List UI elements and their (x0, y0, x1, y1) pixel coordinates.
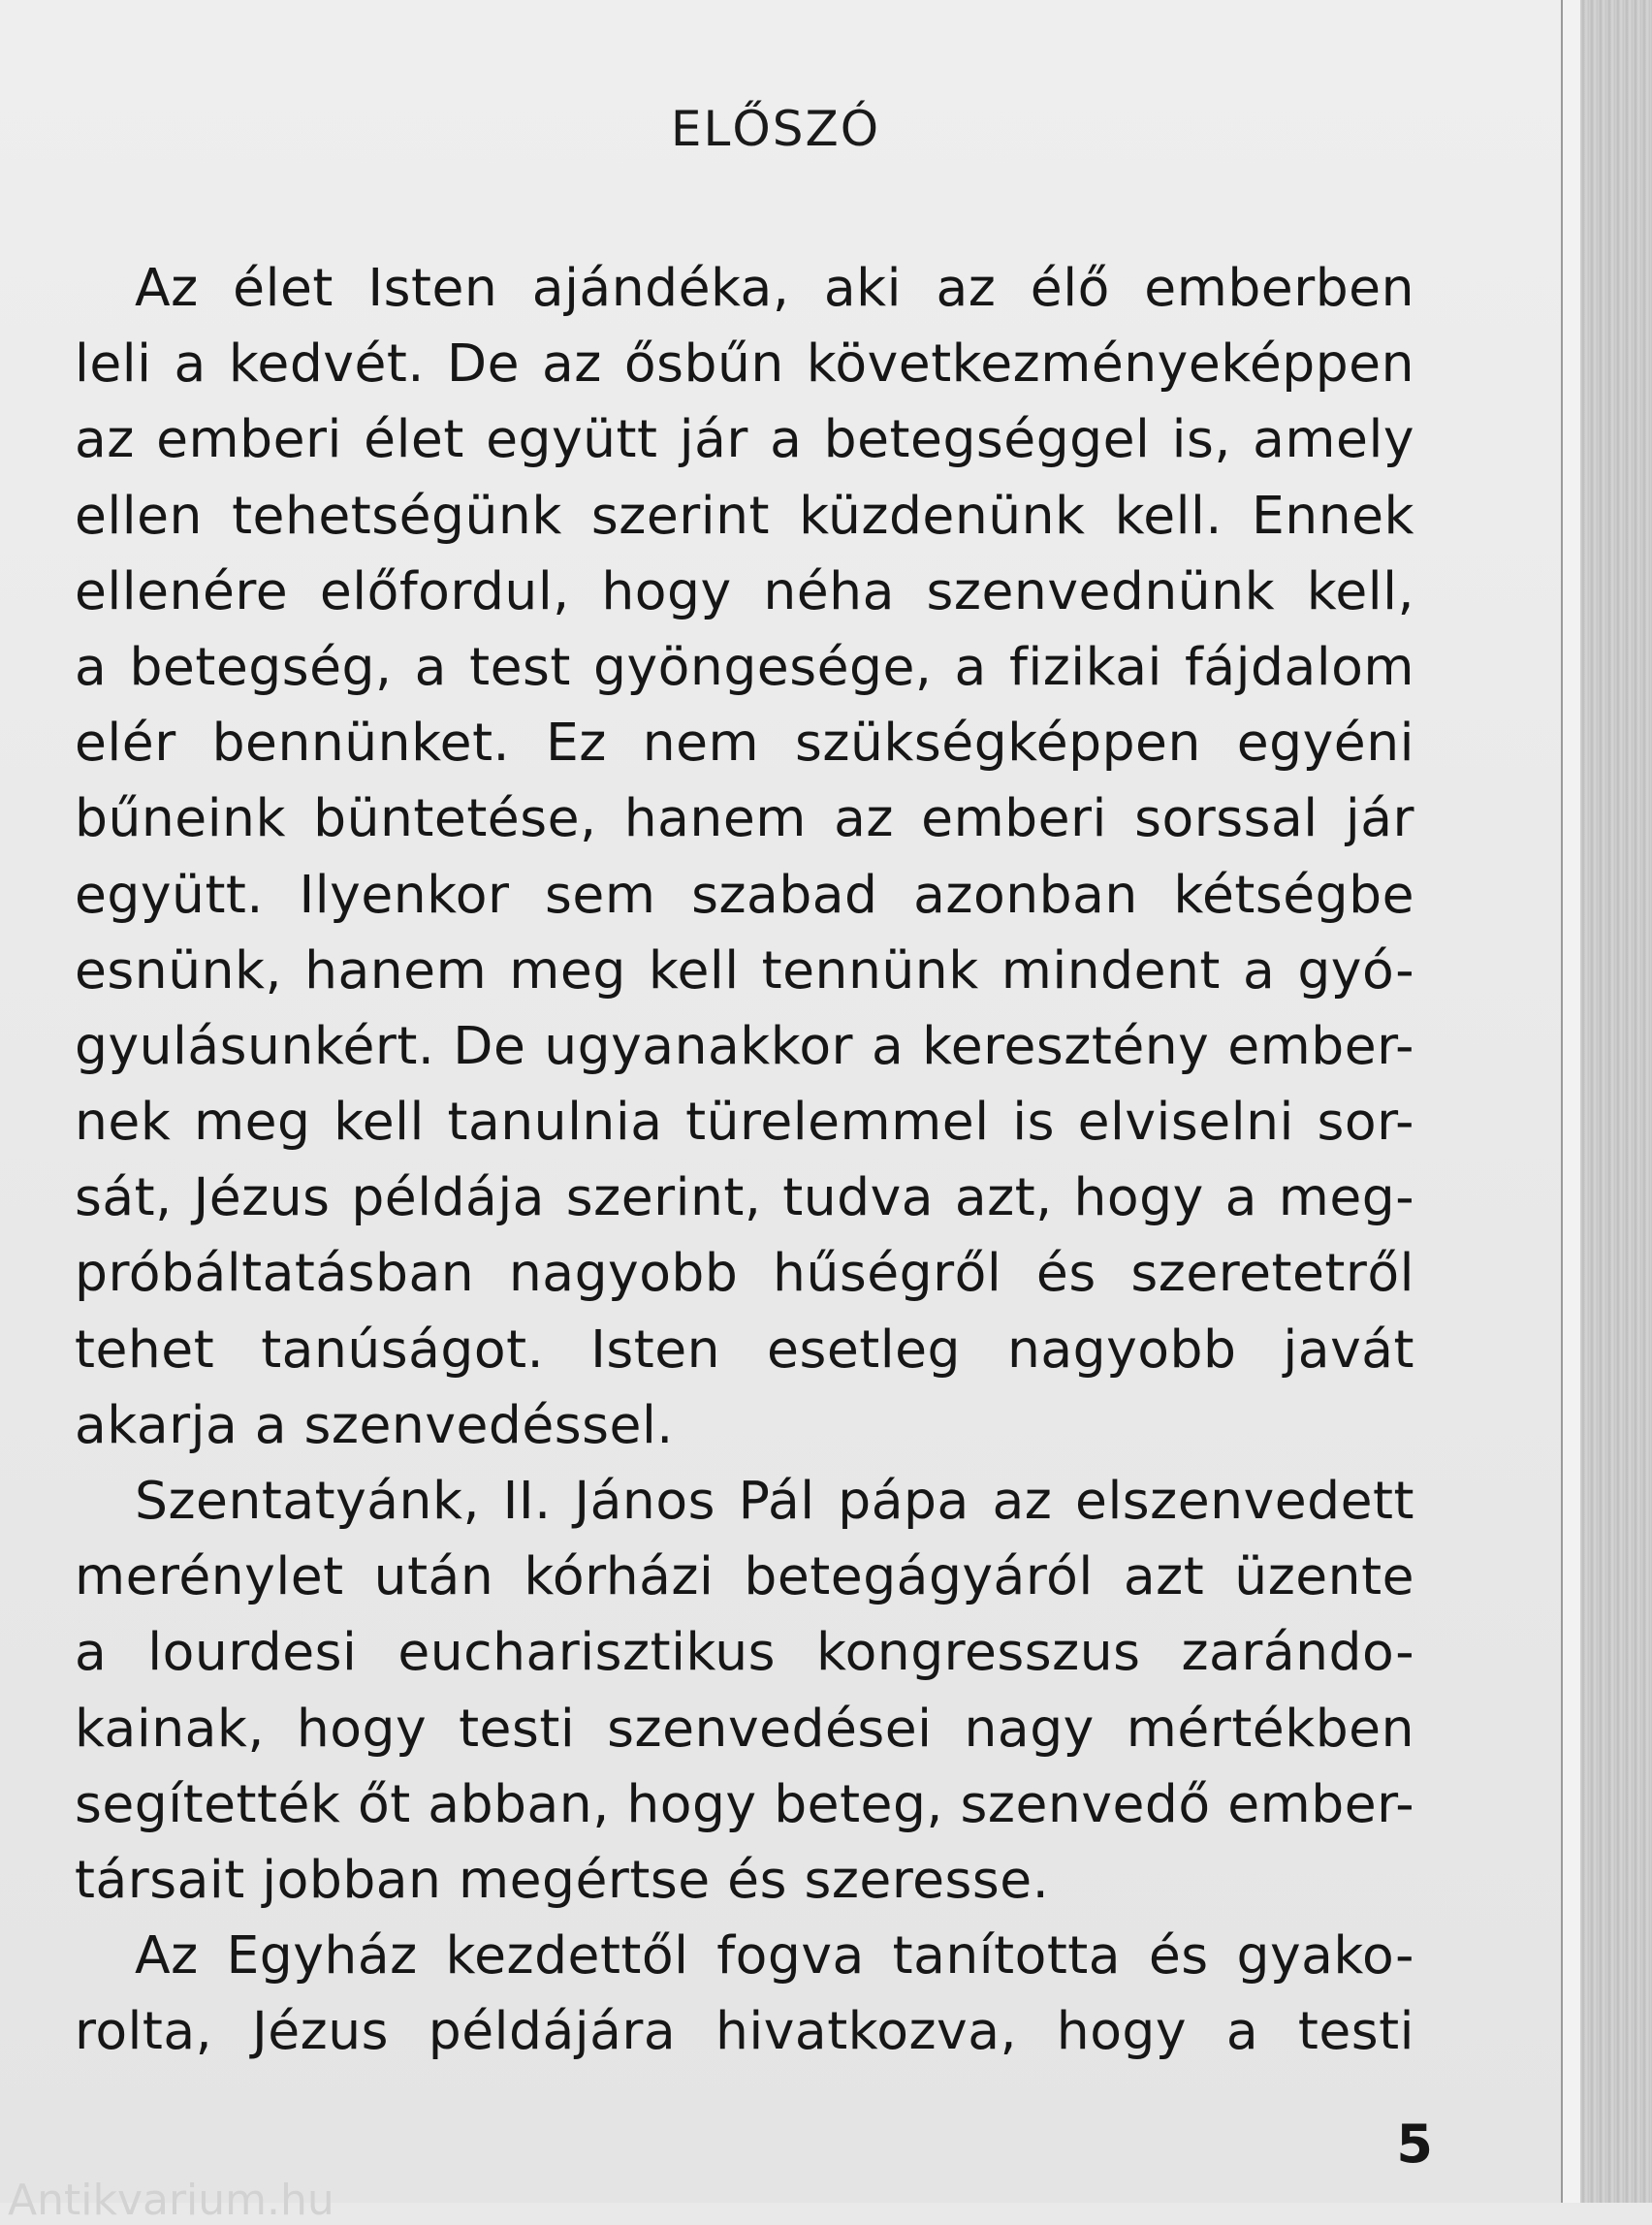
text-line: ellen tehetségünk szerint küzdenünk kell. Ennek (75, 484, 1414, 546)
adjacent-page-edge (1561, 0, 1652, 2203)
text-line: együtt. Ilyenkor sem szabad azonban kétségbe (75, 863, 1414, 925)
text-line: a lourdesi eucharisztikus kongresszus zarándo- (75, 1621, 1414, 1683)
text-line: társait jobban megértse és szeresse. (75, 1848, 1050, 1910)
page-title: ELŐSZÓ (670, 101, 881, 157)
text-line: ellenére előfordul, hogy néha szenvednünk kell, (75, 559, 1414, 621)
text-line: kainak, hogy testi szenvedései nagy mértékben (75, 1697, 1414, 1759)
text-line: Az Egyház kezdettől fogva tanította és gyako- (135, 1924, 1414, 1987)
text-line: segítették őt abban, hogy beteg, szenvedő ember- (75, 1772, 1414, 1834)
text-line: Az élet Isten ajándéka, aki az élő emberben (135, 257, 1414, 318)
watermark: Antikvarium.hu (8, 2176, 334, 2225)
text-line: elér bennünket. Ez nem szükségképpen egyéni (75, 712, 1414, 774)
text-line: az emberi élet együtt jár a betegséggel is, amely (75, 408, 1414, 470)
text-line: merénylet után kórházi betegágyáról azt üzente (75, 1545, 1414, 1607)
text-line: gyulásunkért. De ugyanakkor a keresztény ember- (75, 1014, 1414, 1076)
text-line: esnünk, hanem meg kell tennünk mindent a gyó- (75, 938, 1414, 1001)
text-line: rolta, Jézus példájára hivatkozva, hogy a testi (75, 2000, 1414, 2062)
text-line: próbáltatásban nagyobb hűségről és szeretetről (75, 1242, 1414, 1304)
text-line: tehet tanúságot. Isten esetleg nagyobb javát (75, 1318, 1414, 1380)
text-line: leli a kedvét. De az ősbűn következményeképpen (75, 333, 1414, 395)
text-line: sát, Jézus példája szerint, tudva azt, hogy a meg- (75, 1166, 1414, 1228)
text-line: Szentatyánk, II. János Pál pápa az elszenvedett (135, 1470, 1414, 1531)
text-line: akarja a szenvedéssel. (75, 1393, 674, 1455)
text-line: nek meg kell tanulnia türelemmel is elviselni sor- (75, 1091, 1414, 1153)
text-line: a betegség, a test gyöngesége, a fizikai fájdalom (75, 635, 1414, 697)
page-number: 5 (1396, 2114, 1433, 2175)
text-line: bűneink büntetése, hanem az emberi sorssal jár (75, 787, 1414, 849)
body-text (75, 250, 1414, 2070)
